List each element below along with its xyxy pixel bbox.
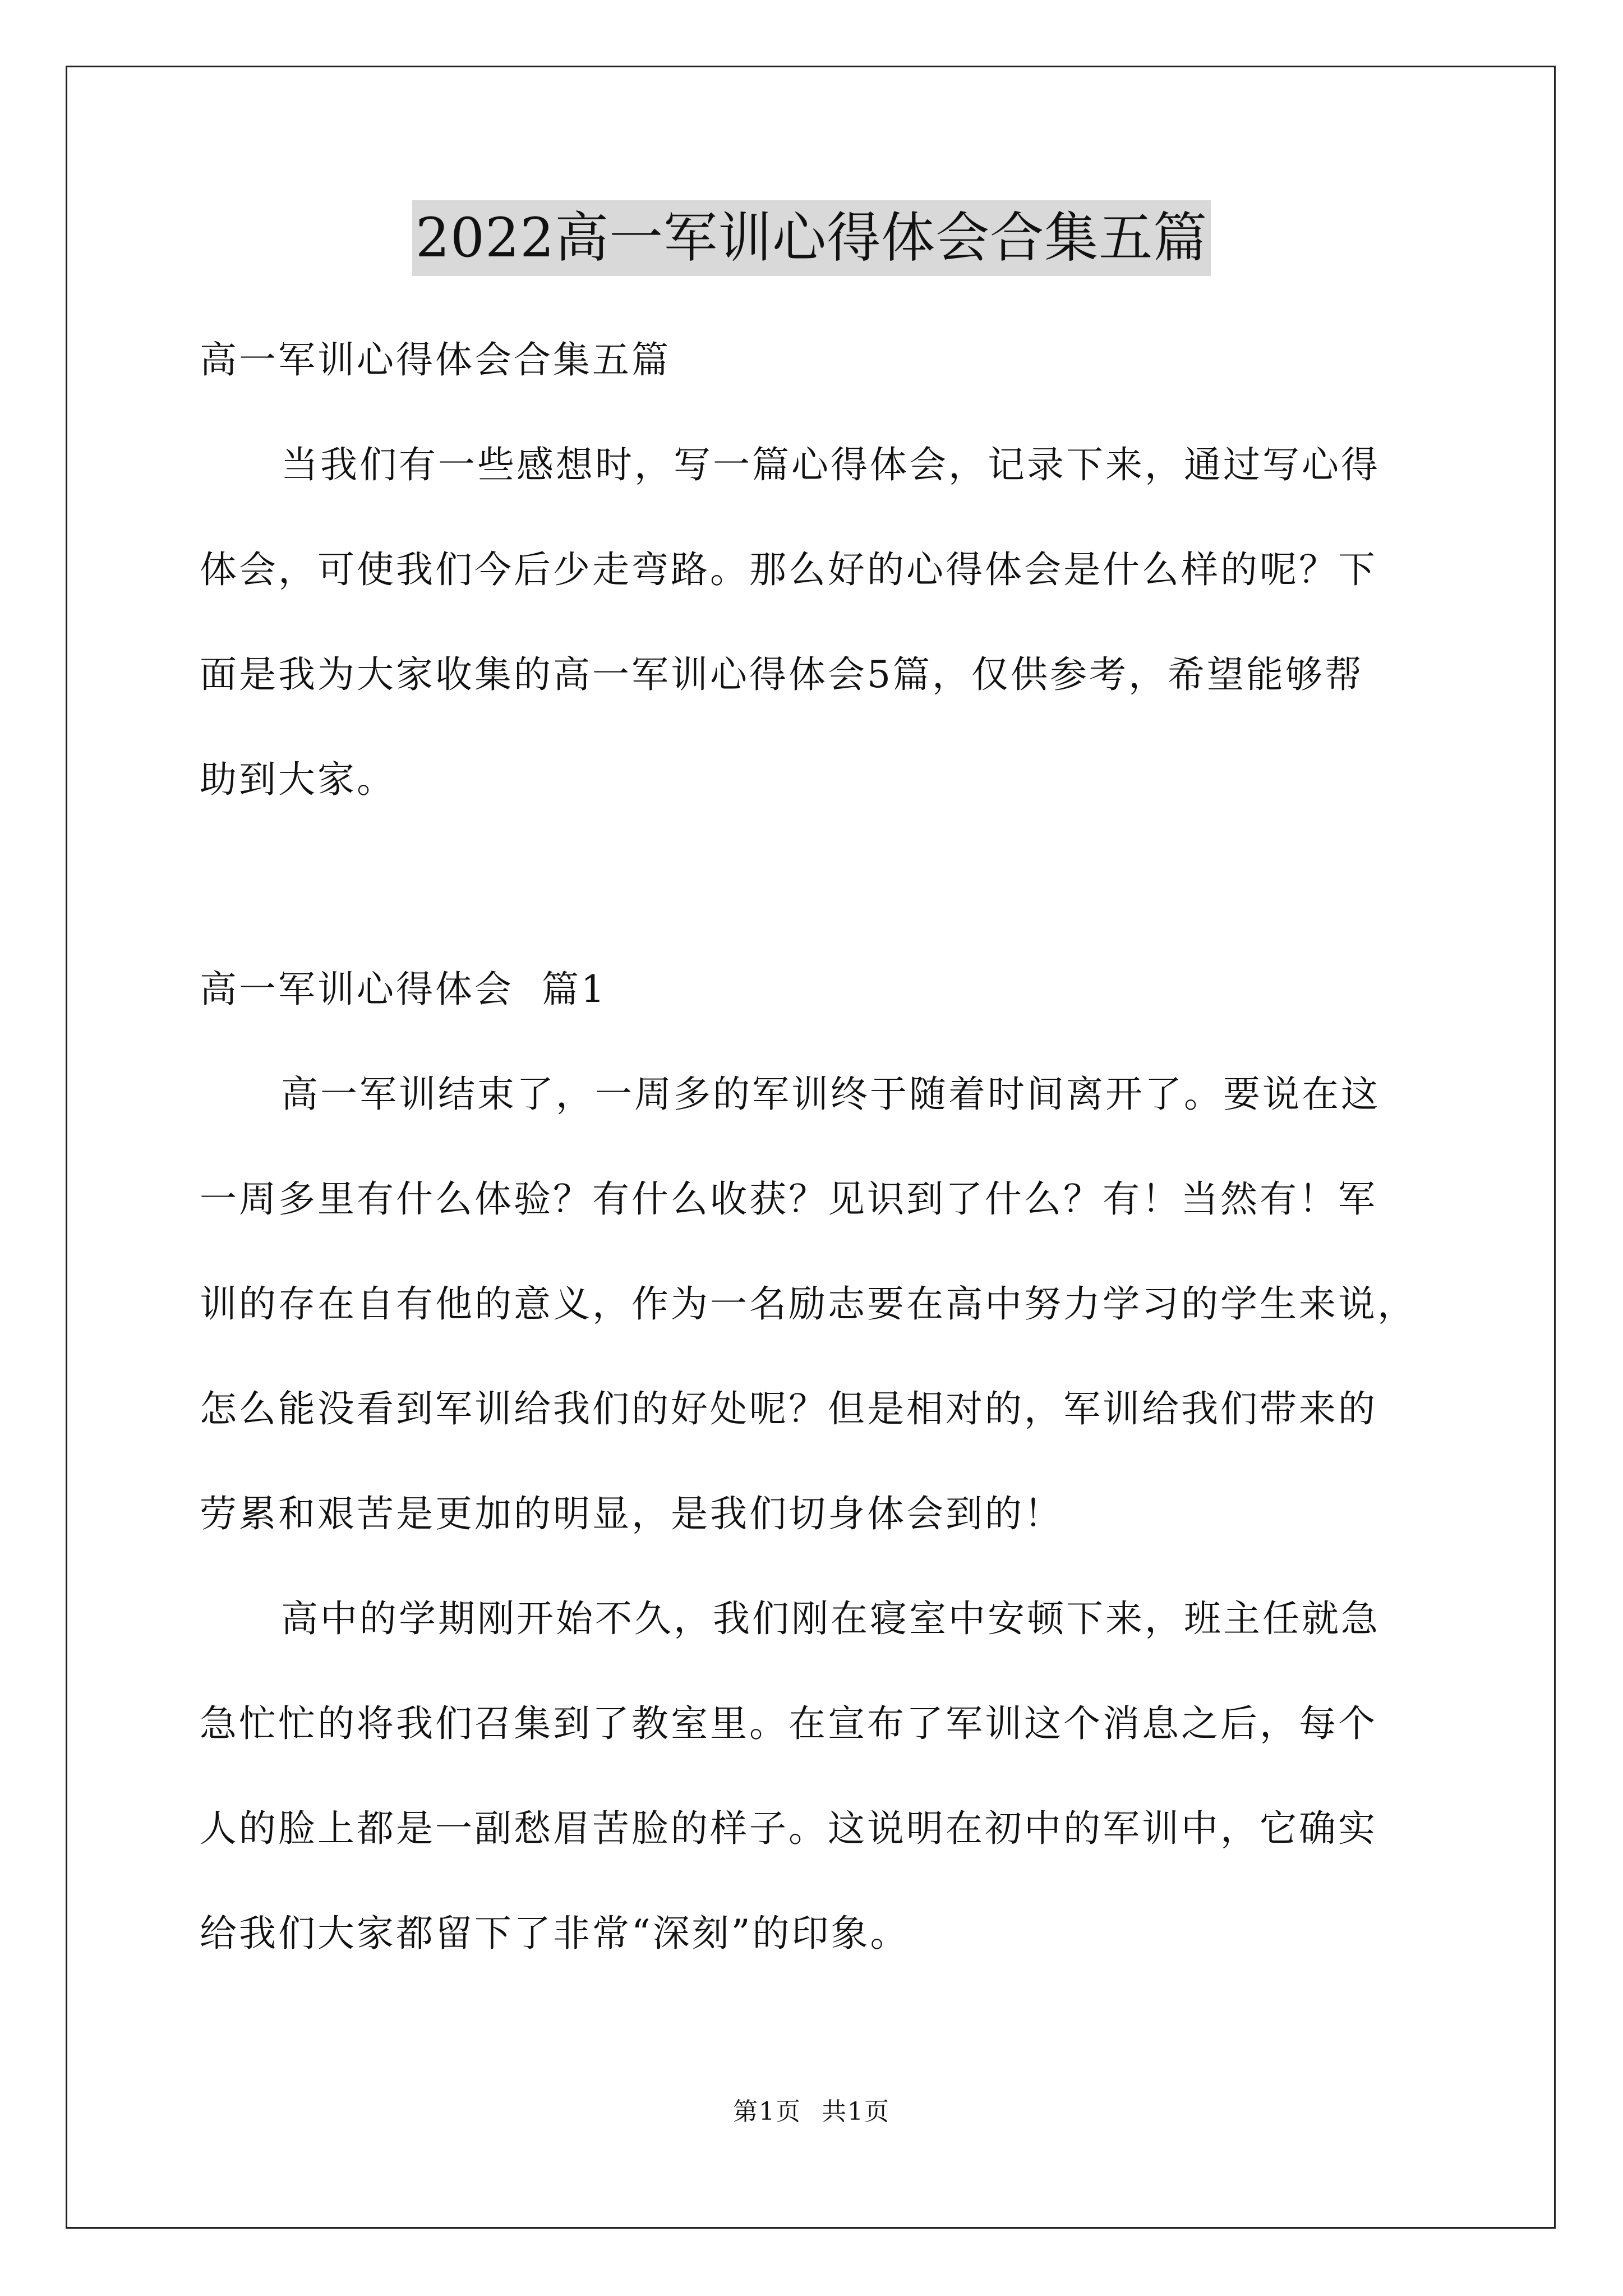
intro-line: 助到大家。 [200,758,396,801]
paragraph-line: 怎么能没看到军训给我们的好处呢？但是相对的，军训给我们带来的 [200,1387,1377,1430]
document-title: 2022高一军训心得体会合集五篇 [412,200,1211,276]
paragraph-2 [200,1566,1433,1986]
paragraph-line: 高一军训结束了，一周多的军训终于随着时间离开了。要说在这 [281,1073,1380,1116]
paragraph-line: 人的脸上都是一副愁眉苦脸的样子。这说明在初中的军训中，它确实 [200,1807,1377,1850]
intro-line: 当我们有一些感想时，写一篇心得体会，记录下来，通过写心得 [281,443,1380,486]
paragraph-1 [200,1042,1433,1566]
subtitle: 高一军训心得体会合集五篇 [200,338,671,381]
paragraph-line: 高中的学期刚开始不久，我们刚在寝室中安顿下来，班主任就急 [281,1597,1380,1640]
paragraph-line: 劳累和艰苦是更加的明显，是我们切身体会到的！ [200,1492,1063,1535]
section-heading: 高一军训心得体会 篇1 [200,968,607,1011]
document-body [200,307,1433,1986]
paragraph-line: 急忙忙的将我们召集到了教室里。在宣布了军训这个消息之后，每个 [200,1702,1377,1745]
page-number: 第1页 [733,2097,801,2126]
page-footer [0,2095,1623,2129]
intro-line: 面是我为大家收集的高一军训心得体会5篇，仅供参考，希望能够帮 [200,653,1364,696]
intro-paragraph [200,412,1433,832]
intro-line: 体会，可使我们今后少走弯路。那么好的心得体会是什么样的呢？下 [200,548,1377,591]
paragraph-line: 给我们大家都留下了非常“深刻”的印象。 [200,1912,910,1955]
section-spacer [200,832,1433,937]
title-container [0,200,1623,276]
page-total: 共1页 [822,2097,890,2126]
paragraph-line: 训的存在自有他的意义，作为一名励志要在高中努力学习的学生来说， [200,1282,1417,1326]
paragraph-line: 一周多里有什么体验？有什么收获？见识到了什么？有！当然有！军 [200,1177,1377,1221]
